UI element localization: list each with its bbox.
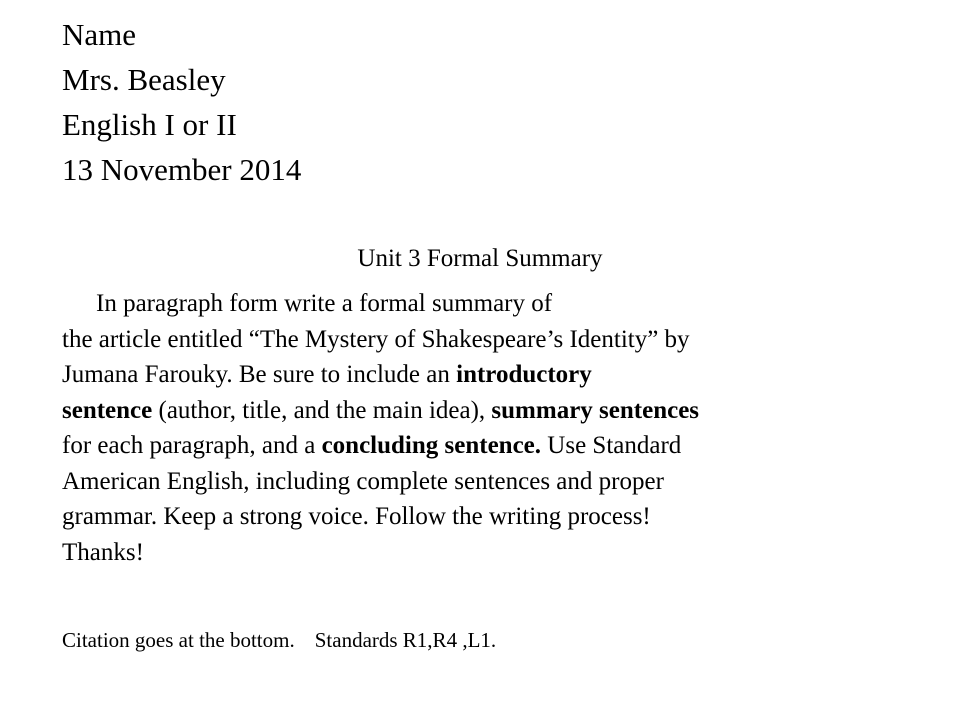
citation-note: Citation goes at the bottom. <box>62 628 295 652</box>
instruction-line-5 <box>62 428 892 464</box>
instruction-text: Jumana Farouky. Be sure to include an <box>62 361 457 388</box>
emphasis-summary-sentences: summary sentences <box>491 396 700 424</box>
instruction-line-8: Thanks! <box>62 538 144 566</box>
student-name: Name <box>62 17 137 52</box>
emphasis-introductory: introductory <box>456 361 592 388</box>
teacher-name: Mrs. Beasley <box>62 62 226 97</box>
instruction-line-4 <box>62 393 892 429</box>
header-block <box>62 12 301 192</box>
course-name: English I or II <box>62 107 237 142</box>
emphasis-concluding-sentence: concluding sentence. <box>321 432 542 459</box>
instruction-line-2: the article entitled “The Mystery of Shakespeare’s Identity” by <box>62 325 690 353</box>
assignment-instructions <box>62 286 892 570</box>
footer-note <box>62 626 496 654</box>
standards-note: Standards R1,R4 ,L1. <box>314 628 497 652</box>
instruction-text: (author, title, and the main idea), <box>152 396 492 424</box>
assignment-date: 13 November 2014 <box>62 152 302 187</box>
instruction-line-6: American English, including complete sentences and proper <box>62 467 664 495</box>
assignment-title: Unit 3 Formal Summary <box>357 245 603 272</box>
instruction-line-3 <box>62 357 892 393</box>
instruction-text: for each paragraph, and a <box>62 432 322 459</box>
instruction-line-7: grammar. Keep a strong voice. Follow the writing process! <box>62 503 651 530</box>
instruction-line-1: In paragraph form write a formal summary of <box>96 290 553 317</box>
instruction-text: Use Standard <box>541 432 682 459</box>
emphasis-sentence: sentence <box>62 396 153 424</box>
